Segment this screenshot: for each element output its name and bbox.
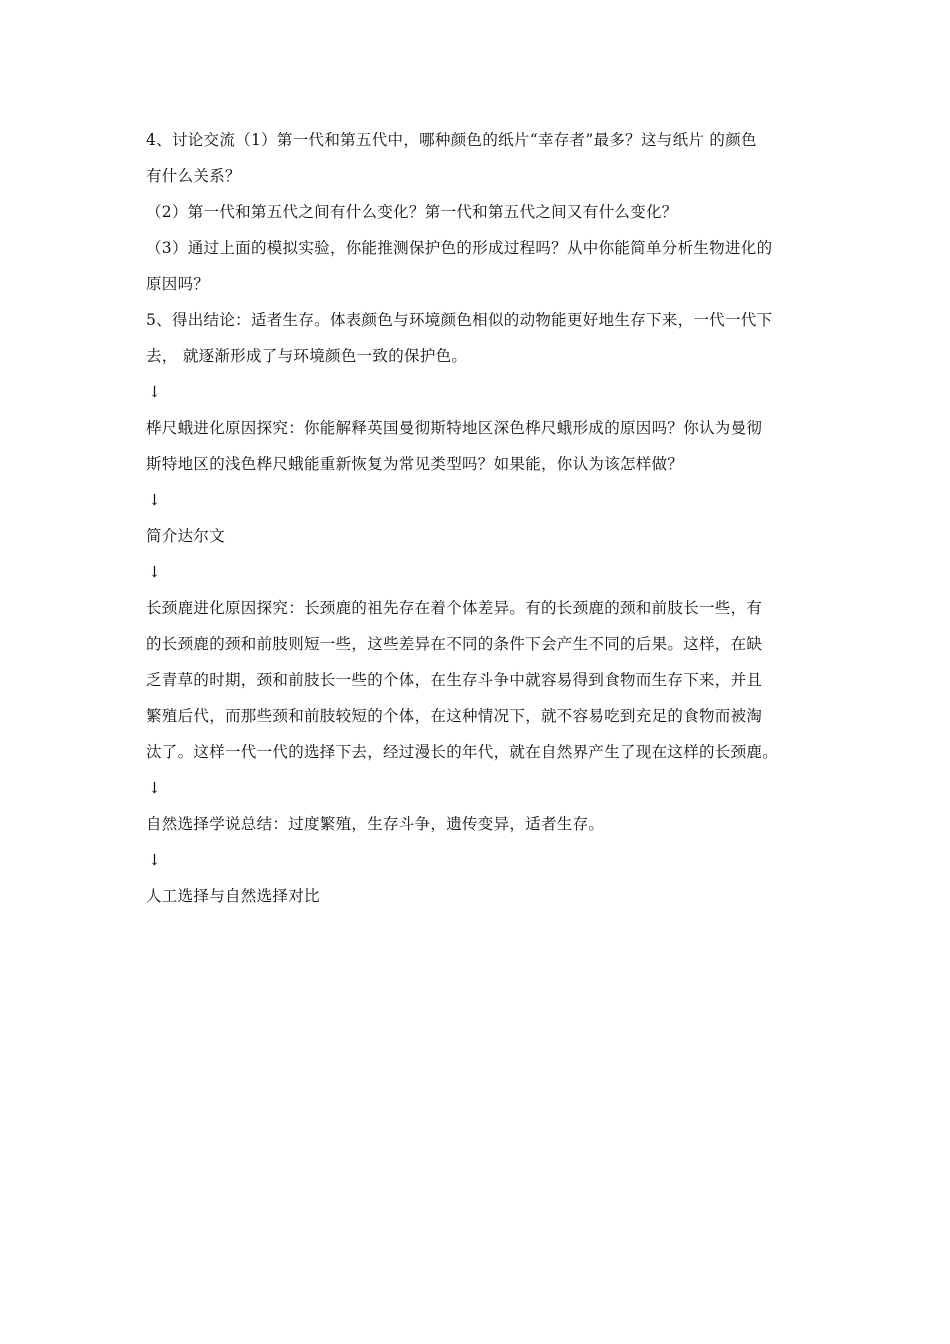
- text-line: 去， 就逐渐形成了与环境颜色一致的保护色。: [146, 347, 468, 365]
- text-line: 繁殖后代，而那些颈和前肢较短的个体，在这种情况下，就不容易吃到充足的食物而被淘: [146, 707, 763, 725]
- down-arrow-icon: ↓: [148, 491, 161, 509]
- text-line: 4、讨论交流（1）第一代和第五代中，哪种颜色的纸片“幸存者”最多？这与纸片 的颜色: [146, 131, 757, 149]
- down-arrow-icon: ↓: [148, 779, 161, 797]
- text-line: 桦尺蛾进化原因探究：你能解释英国曼彻斯特地区深色桦尺蛾形成的原因吗？你认为曼彻: [146, 419, 763, 437]
- text-line: 乏青草的时期，颈和前肢长一些的个体，在生存斗争中就容易得到食物而生存下来，并且: [146, 671, 763, 689]
- down-arrow-icon: ↓: [148, 851, 161, 869]
- text-line: 简介达尔文: [146, 527, 226, 545]
- document-body: [146, 122, 810, 914]
- text-line: 自然选择学说总结：过度繁殖，生存斗争，遗传变异，适者生存。: [146, 815, 605, 833]
- text-line: 斯特地区的浅色桦尺蛾能重新恢复为常见类型吗？如果能，你认为该怎样做？: [146, 455, 684, 473]
- text-line: （2）第一代和第五代之间有什么变化？第一代和第五代之间又有什么变化？: [146, 203, 678, 221]
- text-line: 5、得出结论：适者生存。体表颜色与环境颜色相似的动物能更好地生存下来，一代一代下: [146, 311, 773, 329]
- text-line: 有什么关系？: [146, 167, 241, 185]
- down-arrow-icon: ↓: [148, 383, 161, 401]
- text-line: 长颈鹿进化原因探究：长颈鹿的祖先存在着个体差异。有的长颈鹿的颈和前肢长一些，有: [146, 599, 763, 617]
- text-line: 人工选择与自然选择对比: [146, 887, 320, 905]
- text-line: 汰了。这样一代一代的选择下去，经过漫长的年代，就在自然界产生了现在这样的长颈鹿。: [146, 743, 779, 761]
- text-line: 原因吗？: [146, 275, 210, 293]
- text-line: （3）通过上面的模拟实验，你能推测保护色的形成过程吗？从中你能简单分析生物进化的: [146, 239, 773, 257]
- text-line: 的长颈鹿的颈和前肢则短一些，这些差异在不同的条件下会产生不同的后果。这样，在缺: [146, 635, 763, 653]
- down-arrow-icon: ↓: [148, 563, 161, 581]
